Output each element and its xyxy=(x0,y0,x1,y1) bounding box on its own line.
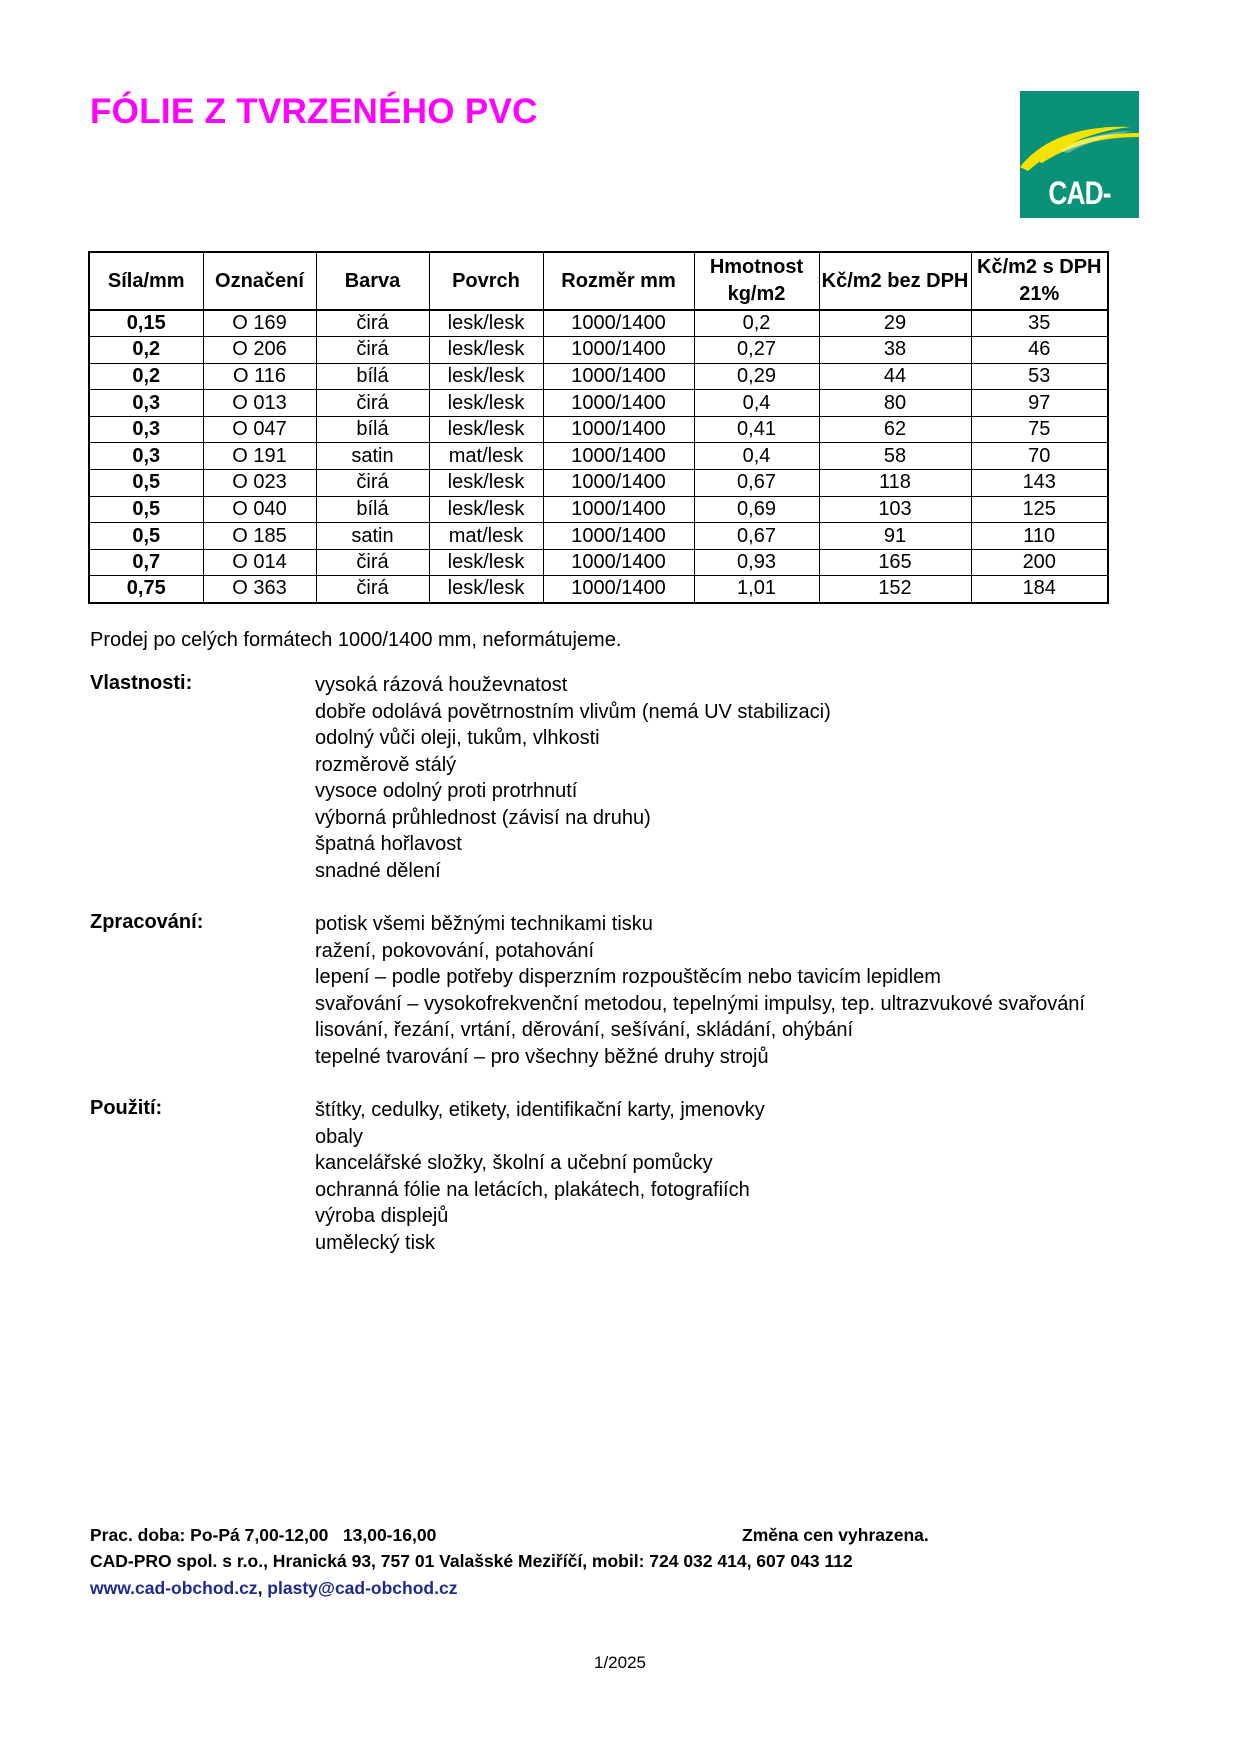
section-items xyxy=(315,672,1235,884)
list-item: svařování – vysokofrekvenční metodou, tepelnými impulsy, tep. ultrazvukové svařování xyxy=(315,992,1085,1015)
cell-weight: 0,4 xyxy=(694,390,819,417)
cell-size: 1000/1400 xyxy=(543,363,694,390)
cell-code: O 363 xyxy=(203,576,316,603)
list-item: ražení, pokovování, potahování xyxy=(315,939,595,962)
cell-code: O 206 xyxy=(203,337,316,364)
cell-size: 1000/1400 xyxy=(543,549,694,576)
list-item: vysoce odolný proti protrhnutí xyxy=(315,780,578,802)
cell-weight: 0,67 xyxy=(694,470,819,497)
cell-price-net: 152 xyxy=(819,576,971,603)
section-label: Vlastnosti: xyxy=(90,672,193,694)
cell-color: bílá xyxy=(316,363,429,390)
cell-surface: lesk/lesk xyxy=(429,363,543,390)
cell-thickness: 0,3 xyxy=(89,390,203,417)
cell-size: 1000/1400 xyxy=(543,496,694,523)
list-item: výroba displejů xyxy=(315,1205,449,1227)
cell-size: 1000/1400 xyxy=(543,390,694,417)
cell-price-net: 58 xyxy=(819,443,971,470)
cell-code: O 040 xyxy=(203,496,316,523)
list-item: snadné dělení xyxy=(315,859,441,882)
page-number: 1/2025 xyxy=(594,1653,646,1672)
contact-separator: , xyxy=(257,1578,268,1598)
table-row xyxy=(89,363,1108,390)
cell-price-net: 165 xyxy=(819,549,971,576)
cell-price-vat: 70 xyxy=(971,443,1108,470)
cell-thickness: 0,75 xyxy=(89,576,203,603)
cell-price-net: 29 xyxy=(819,310,971,337)
table-row xyxy=(89,549,1108,576)
cell-weight: 0,27 xyxy=(694,337,819,364)
table-row xyxy=(89,443,1108,470)
cell-size: 1000/1400 xyxy=(543,443,694,470)
list-item: potisk všemi běžnými technikami tisku xyxy=(315,913,653,935)
col-header-surface: Povrch xyxy=(429,252,543,310)
table-header-row xyxy=(89,252,1108,310)
cell-price-vat: 75 xyxy=(971,416,1108,443)
table-row xyxy=(89,390,1108,417)
cell-code: O 116 xyxy=(203,363,316,390)
section-items xyxy=(315,911,1235,1070)
cad-pro-logo xyxy=(1020,91,1139,248)
cell-color: satin xyxy=(316,523,429,550)
col-header-price-vat: Kč/m2 s DPH 21% xyxy=(971,252,1108,310)
cell-code: O 185 xyxy=(203,523,316,550)
footer-hours-line xyxy=(90,1525,436,1546)
cell-surface: lesk/lesk xyxy=(429,390,543,417)
cell-surface: lesk/lesk xyxy=(429,549,543,576)
price-change-note: Změna cen vyhrazena. xyxy=(742,1525,929,1545)
cell-surface: lesk/lesk xyxy=(429,576,543,603)
cell-price-vat: 125 xyxy=(971,496,1108,523)
table-row xyxy=(89,496,1108,523)
cell-price-vat: 46 xyxy=(971,337,1108,364)
list-item: špatná hořlavost xyxy=(315,833,462,855)
cell-color: čirá xyxy=(316,337,429,364)
footer-contacts xyxy=(90,1578,457,1599)
list-item: odolný vůči oleji, tukům, vlhkosti xyxy=(315,727,600,749)
cell-price-net: 103 xyxy=(819,496,971,523)
cell-thickness: 0,3 xyxy=(89,416,203,443)
cell-weight: 0,4 xyxy=(694,443,819,470)
cell-color: bílá xyxy=(316,416,429,443)
cell-color: čirá xyxy=(316,549,429,576)
section-label: Zpracování: xyxy=(90,911,204,933)
table-row xyxy=(89,416,1108,443)
cell-price-vat: 143 xyxy=(971,470,1108,497)
col-header-color: Barva xyxy=(316,252,429,310)
col-header-size: Rozměr mm xyxy=(543,252,694,310)
cell-price-net: 91 xyxy=(819,523,971,550)
col-header-weight: Hmotnost kg/m2 xyxy=(694,252,819,310)
cell-size: 1000/1400 xyxy=(543,310,694,337)
cell-thickness: 0,5 xyxy=(89,523,203,550)
cell-price-vat: 35 xyxy=(971,310,1108,337)
cell-price-vat: 97 xyxy=(971,390,1108,417)
table-row xyxy=(89,470,1108,497)
cell-weight: 0,29 xyxy=(694,363,819,390)
cell-price-net: 44 xyxy=(819,363,971,390)
list-item: kancelářské složky, školní a učební pomůcky xyxy=(315,1152,713,1174)
cell-color: čirá xyxy=(316,390,429,417)
cell-price-vat: 200 xyxy=(971,549,1108,576)
cell-color: satin xyxy=(316,443,429,470)
cell-surface: lesk/lesk xyxy=(429,496,543,523)
cell-code: O 047 xyxy=(203,416,316,443)
table-body xyxy=(89,310,1108,603)
cell-price-net: 118 xyxy=(819,470,971,497)
cell-weight: 0,67 xyxy=(694,523,819,550)
list-item: rozměrově stálý xyxy=(315,753,457,776)
table-row xyxy=(89,576,1108,603)
cell-weight: 1,01 xyxy=(694,576,819,603)
col-header-thickness: Síla/mm xyxy=(89,252,203,310)
list-item: tepelné tvarování – pro všechny běžné druhy strojů xyxy=(315,1045,769,1068)
cell-size: 1000/1400 xyxy=(543,470,694,497)
list-item: obaly xyxy=(315,1125,363,1148)
cell-code: O 023 xyxy=(203,470,316,497)
list-item: dobře odolává povětrnostním vlivům (nemá UV stabilizaci) xyxy=(315,700,831,723)
list-item: lisování, řezání, vrtání, děrování, sešívání, skládání, ohýbání xyxy=(315,1019,854,1041)
list-item: štítky, cedulky, etikety, identifikační karty, jmenovky xyxy=(315,1099,765,1121)
cell-code: O 191 xyxy=(203,443,316,470)
cell-thickness: 0,2 xyxy=(89,363,203,390)
cell-thickness: 0,7 xyxy=(89,549,203,576)
list-item: lepení – podle potřeby disperzním rozpouštěcím nebo tavicím lepidlem xyxy=(315,966,941,988)
cell-weight: 0,2 xyxy=(694,310,819,337)
cell-color: čirá xyxy=(316,310,429,337)
cell-surface: lesk/lesk xyxy=(429,470,543,497)
cell-price-net: 38 xyxy=(819,337,971,364)
col-header-code: Označení xyxy=(203,252,316,310)
cell-price-vat: 53 xyxy=(971,363,1108,390)
cell-thickness: 0,5 xyxy=(89,496,203,523)
working-hours: Prac. doba: Po-Pá 7,00-12,00 13,00-16,00 xyxy=(90,1525,437,1545)
table-row xyxy=(89,523,1108,550)
cell-size: 1000/1400 xyxy=(543,576,694,603)
cell-color: bílá xyxy=(316,496,429,523)
cell-thickness: 0,3 xyxy=(89,443,203,470)
sales-note: Prodej po celých formátech 1000/1400 mm, neformátujeme. xyxy=(90,629,622,651)
table-row xyxy=(89,310,1108,337)
logo-text: CAD-PRO xyxy=(1048,175,1111,248)
cell-surface: lesk/lesk xyxy=(429,310,543,337)
cell-size: 1000/1400 xyxy=(543,337,694,364)
cell-code: O 013 xyxy=(203,390,316,417)
table-row xyxy=(89,337,1108,364)
cell-price-vat: 110 xyxy=(971,523,1108,550)
cell-size: 1000/1400 xyxy=(543,523,694,550)
cell-weight: 0,41 xyxy=(694,416,819,443)
cell-size: 1000/1400 xyxy=(543,416,694,443)
cell-thickness: 0,15 xyxy=(89,310,203,337)
list-item: ochranná fólie na letácích, plakátech, fotografiích xyxy=(315,1178,750,1201)
col-header-price-net: Kč/m2 bez DPH xyxy=(819,252,971,310)
cell-thickness: 0,2 xyxy=(89,337,203,364)
section-label: Použití: xyxy=(90,1097,163,1119)
list-item: umělecký tisk xyxy=(315,1231,436,1254)
cell-thickness: 0,5 xyxy=(89,470,203,497)
website-link[interactable]: www.cad-obchod.cz xyxy=(90,1578,258,1598)
cell-surface: mat/lesk xyxy=(429,523,543,550)
section-items xyxy=(315,1097,1235,1256)
footer-address: CAD-PRO spol. s r.o., Hranická 93, 757 01 Valašské Meziříčí, mobil: 724 032 414, 607 043 112 xyxy=(90,1551,853,1571)
page-title: FÓLIE Z TVRZENÉHO PVC xyxy=(90,92,538,131)
cell-weight: 0,93 xyxy=(694,549,819,576)
cell-color: čirá xyxy=(316,470,429,497)
cell-color: čirá xyxy=(316,576,429,603)
cell-code: O 169 xyxy=(203,310,316,337)
cell-price-net: 80 xyxy=(819,390,971,417)
cell-weight: 0,69 xyxy=(694,496,819,523)
cell-surface: lesk/lesk xyxy=(429,337,543,364)
price-table xyxy=(88,251,1109,604)
cell-surface: mat/lesk xyxy=(429,443,543,470)
cell-code: O 014 xyxy=(203,549,316,576)
cell-price-net: 62 xyxy=(819,416,971,443)
cell-surface: lesk/lesk xyxy=(429,416,543,443)
cell-price-vat: 184 xyxy=(971,576,1108,603)
list-item: vysoká rázová houževnatost xyxy=(315,674,568,696)
email-link[interactable]: plasty@cad-obchod.cz xyxy=(267,1578,458,1598)
list-item: výborná průhlednost (závisí na druhu) xyxy=(315,806,651,829)
